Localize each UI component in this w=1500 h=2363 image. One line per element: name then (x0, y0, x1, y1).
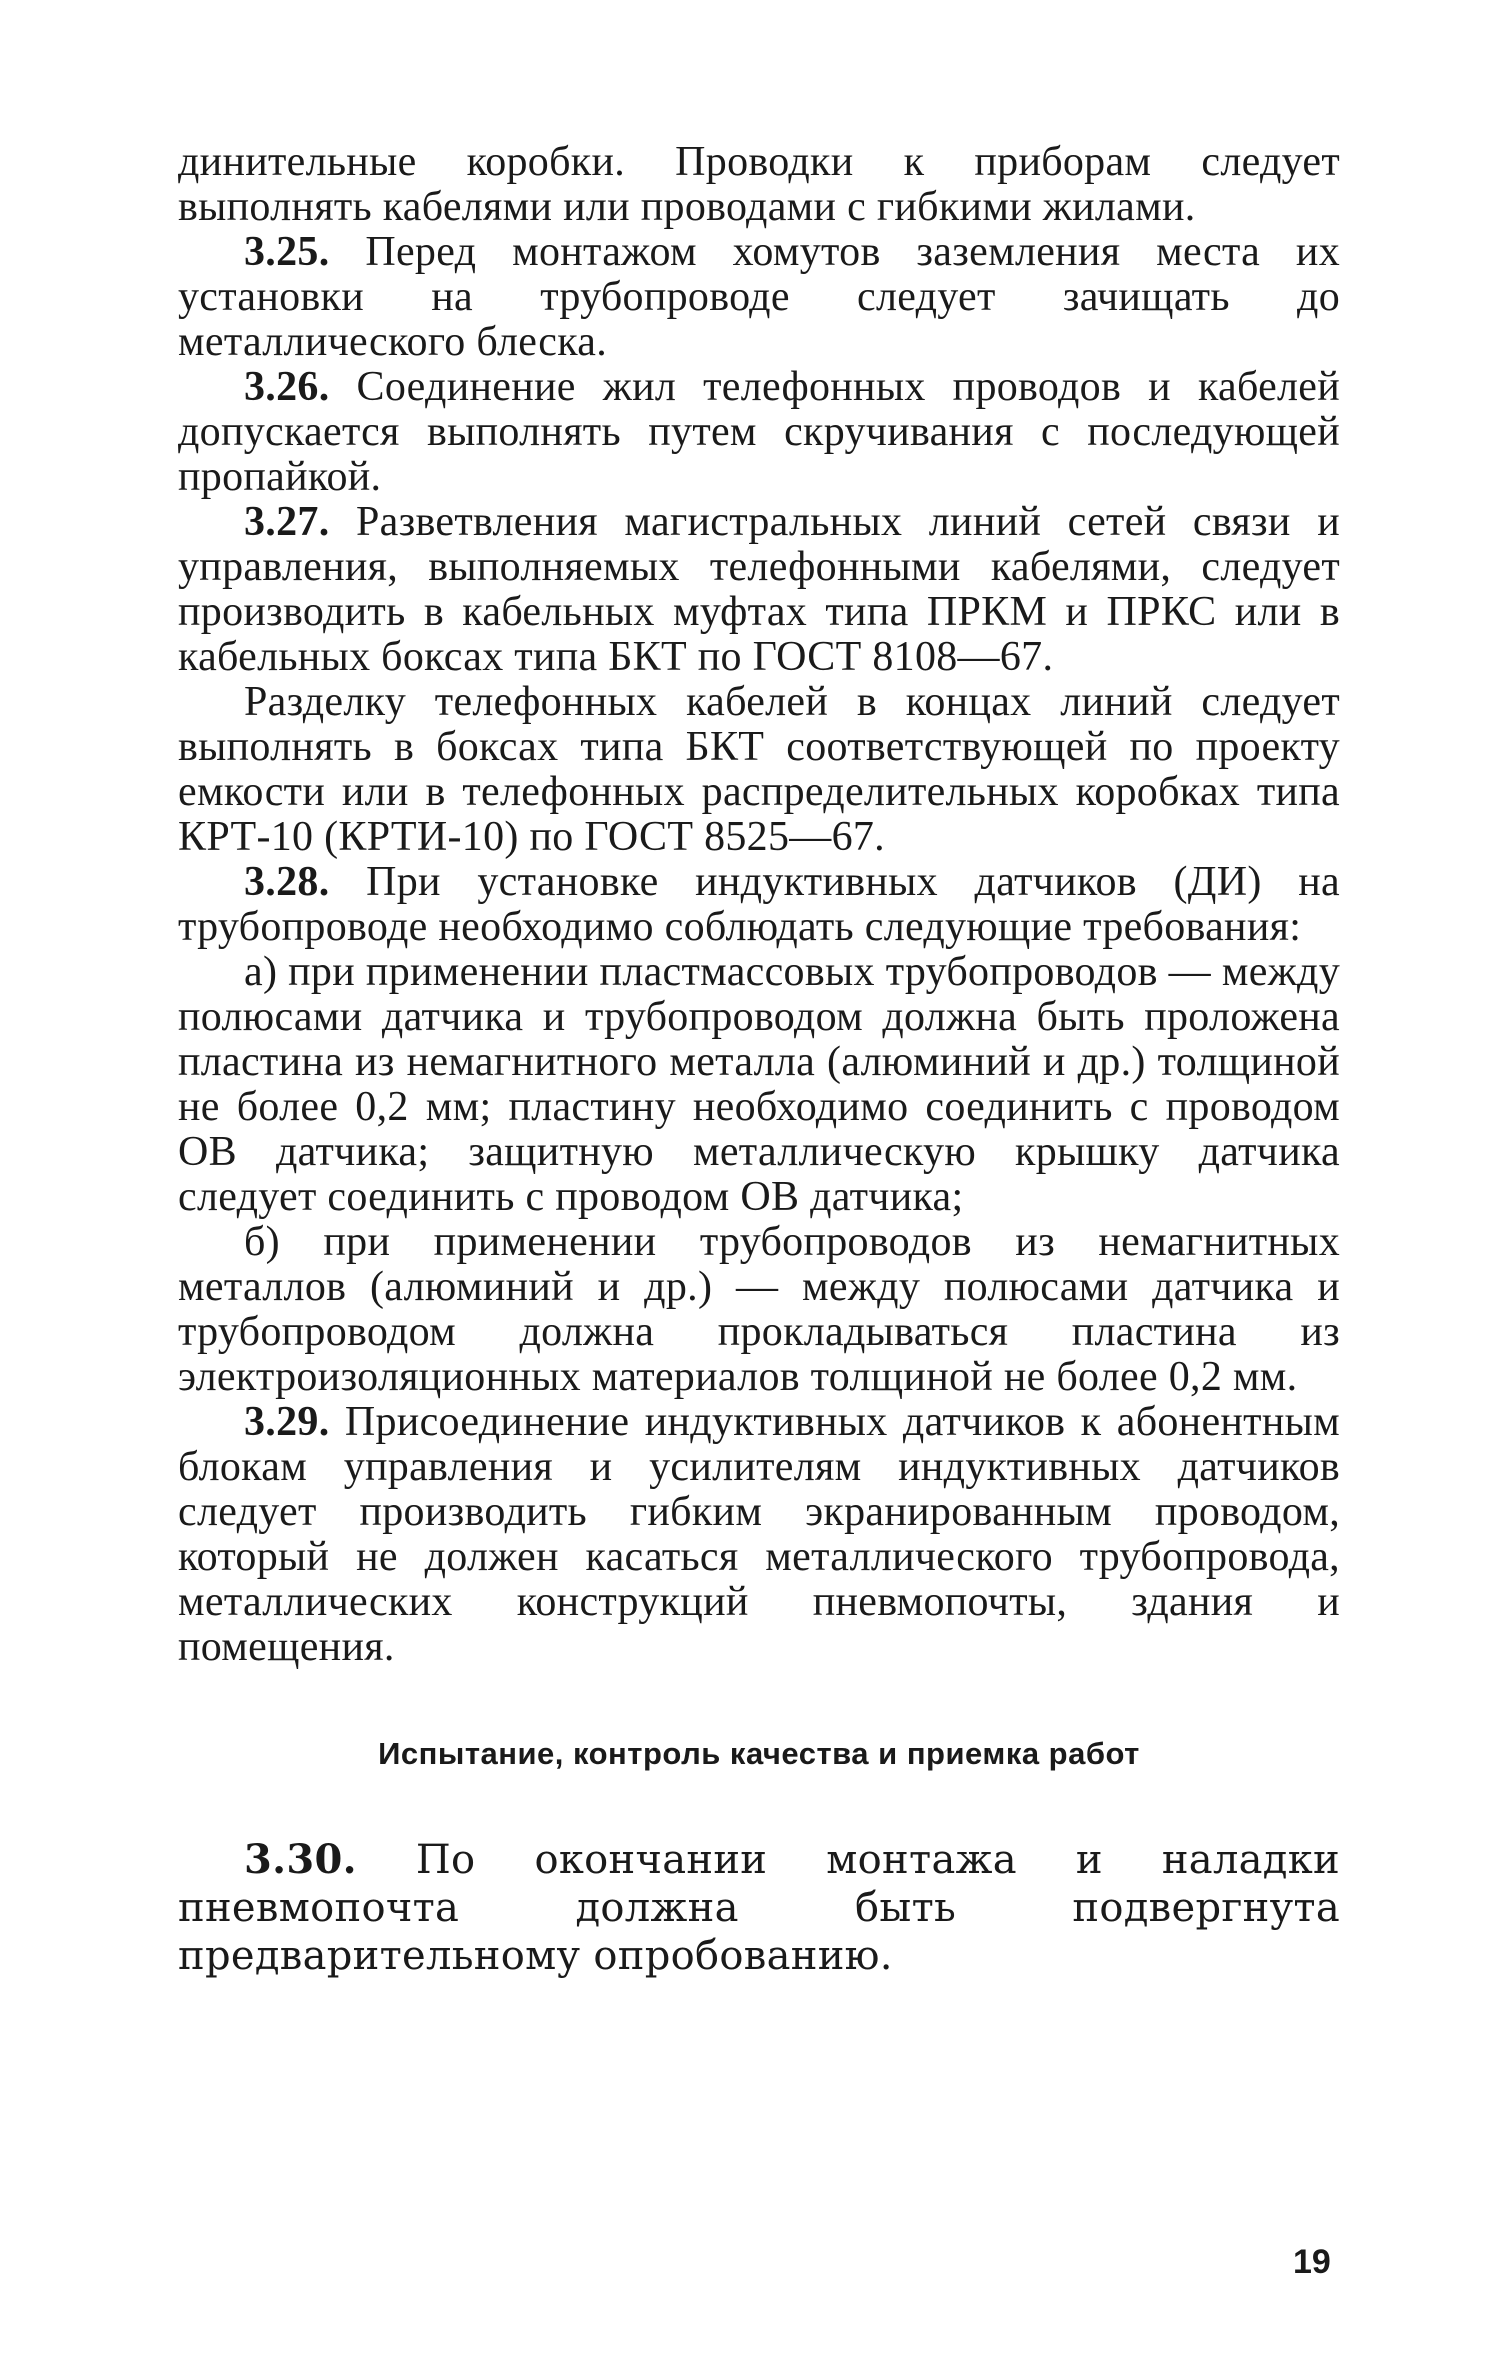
paragraph-text: динительные коробки. Проводки к приборам следует выполнять кабелями или проводами с гибкими жилами. (178, 139, 1340, 230)
clause-number: 3.30. (244, 1836, 357, 1883)
paragraph-text: Соединение жил телефонных проводов и кабелей допускается выполнять путем скручивания с последующей пропайкой. (178, 364, 1340, 500)
list-item-a (178, 950, 1340, 1220)
list-item-b (178, 1220, 1340, 1400)
paragraph-3-27 (178, 500, 1340, 680)
paragraph-text: Перед монтажом хомутов заземления места их установки на трубопроводе следует зачищать до металлического блеска. (178, 229, 1340, 365)
paragraph-text: а) при применении пластмассовых трубопроводов — между полюсами датчика и трубопроводом должна быть проложена пластина из немагнитного металла (алюминий и др.) толщиной не более 0,2 мм; пластину необходимо соединить с проводом ОВ датчика; защитную металлическую крышку датчика следует соединить с проводом ОВ датчика; (178, 949, 1340, 1220)
paragraph-continuation (178, 140, 1340, 230)
paragraph-text: Присоединение индуктивных датчиков к абонентным блокам управления и усилителям индуктивных датчиков следует производить гибким экранированным проводом, который не должен касаться металлического трубопровода, металлических конструкций пневмопочты, здания и помещения. (178, 1399, 1340, 1670)
clause-number: 3.29. (244, 1399, 330, 1445)
section-heading: Испытание, контроль качества и приемка работ (378, 1736, 1140, 1771)
paragraph-3-26 (178, 365, 1340, 500)
clause-number: 3.26. (244, 364, 330, 410)
paragraph-text: По окончании монтажа и наладки пневмопочта должна быть подвергнута предварительному опробованию. (178, 1837, 1340, 1979)
clause-number: 3.25. (244, 229, 330, 275)
page-number: 19 (1293, 2243, 1331, 2281)
paragraph-3-28 (178, 860, 1340, 950)
clause-number: 3.28. (244, 859, 330, 905)
document-page (178, 140, 1340, 1980)
paragraph-3-25 (178, 230, 1340, 365)
paragraph-text: Разделку телефонных кабелей в концах линий следует выполнять в боксах типа БКТ соответствующей по проекту емкости или в телефонных распределительных коробках типа КРТ-10 (КРТИ-10) по ГОСТ 8525—67. (178, 679, 1340, 860)
paragraph-text: При установке индуктивных датчиков (ДИ) на трубопроводе необходимо соблюдать следующие требования: (178, 859, 1340, 950)
paragraph-text: б) при применении трубопроводов из немагнитных металлов (алюминий и др.) — между полюсами датчика и трубопроводом должна прокладываться пластина из электроизоляционных материалов толщиной не более 0,2 мм. (178, 1219, 1340, 1400)
paragraph-3-30 (178, 1836, 1340, 1980)
paragraph-cable-termination (178, 680, 1340, 860)
paragraph-3-29 (178, 1400, 1340, 1670)
paragraph-text: Разветвления магистральных линий сетей связи и управления, выполняемых телефонными кабелями, следует производить в кабельных муфтах типа ПРКМ и ПРКС или в кабельных боксах типа БКТ по ГОСТ 8108—67. (178, 499, 1340, 680)
clause-number: 3.27. (244, 499, 330, 545)
